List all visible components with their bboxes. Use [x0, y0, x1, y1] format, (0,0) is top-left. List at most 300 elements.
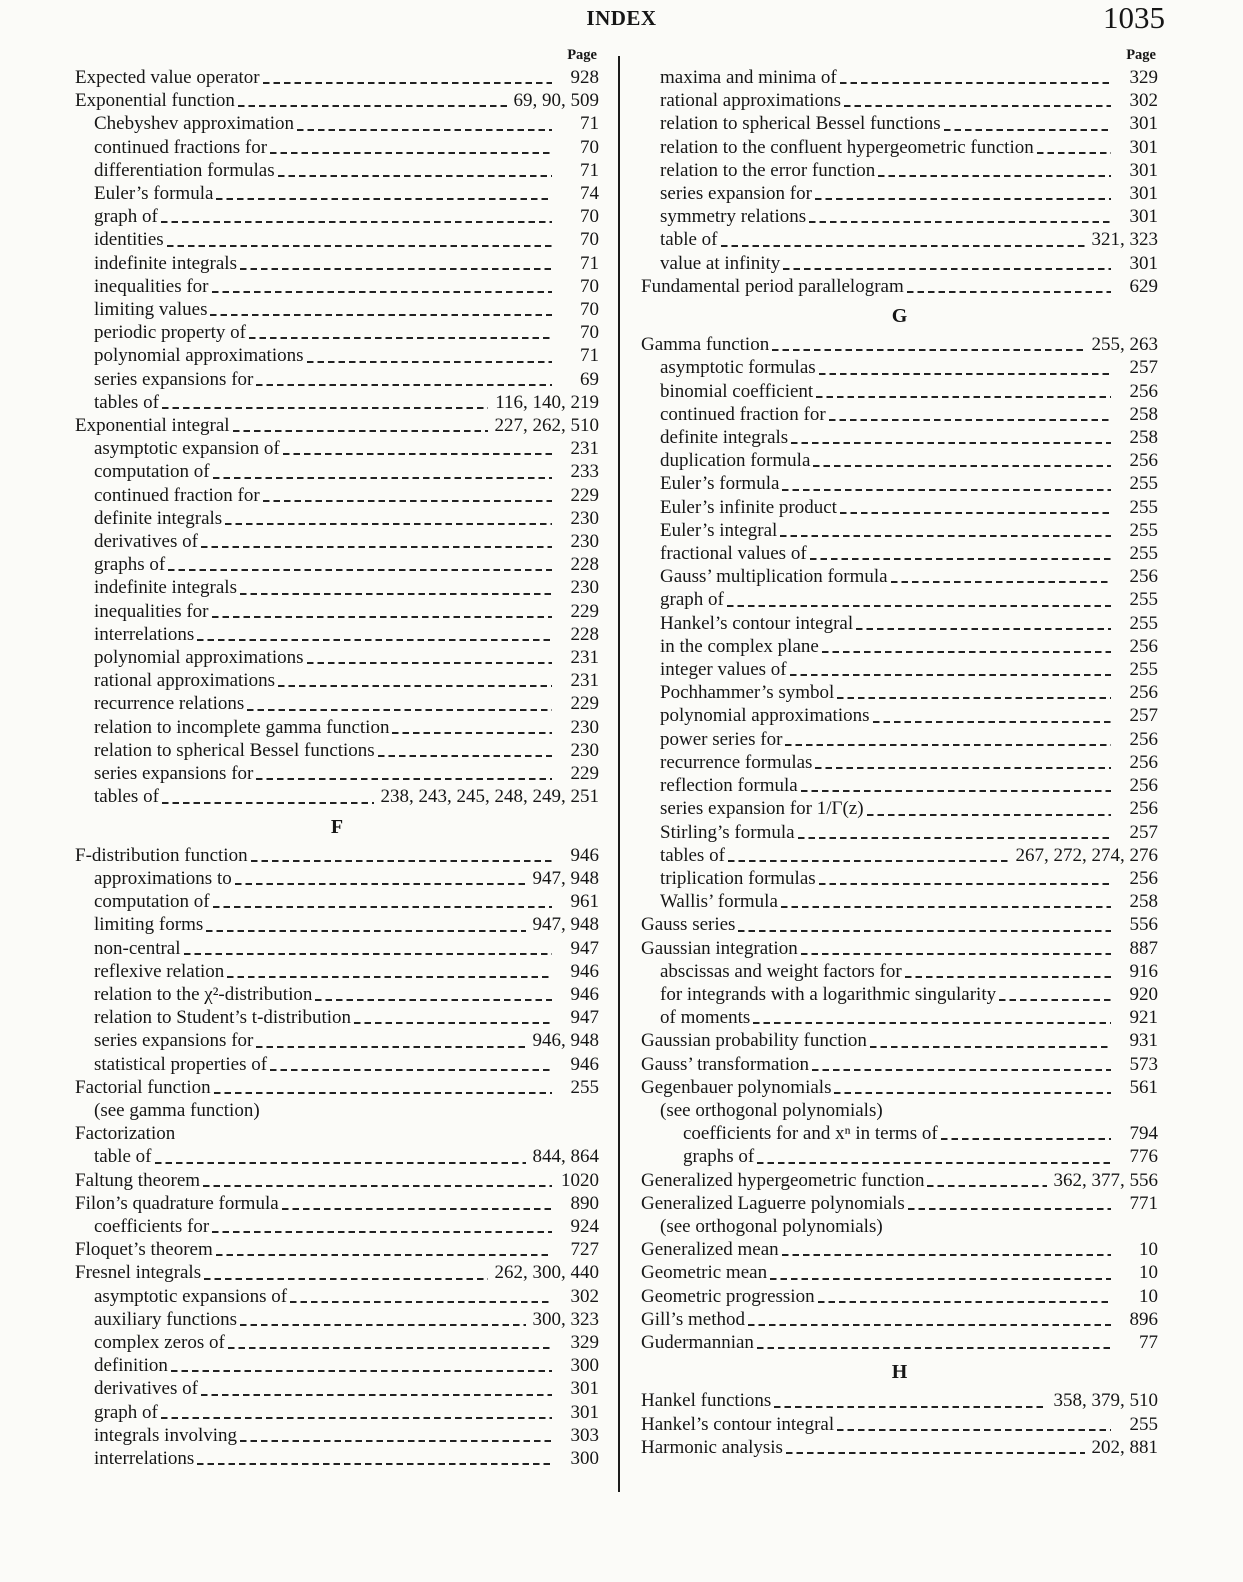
entry-page-numbers: 255 — [1129, 1413, 1158, 1435]
index-entry — [75, 1238, 599, 1261]
dotted-leader — [779, 1238, 1118, 1261]
entry-label: abscissas and weight factors for — [660, 960, 902, 982]
entry-label: series expansions for — [94, 368, 254, 390]
entry-label: graph of — [660, 589, 724, 611]
entry-label: tables of — [94, 391, 159, 413]
entry-label: complex zeros of — [94, 1331, 225, 1353]
dotted-leader — [260, 66, 559, 89]
entry-page-numbers: 301 — [570, 1378, 599, 1400]
index-entry — [75, 1424, 599, 1447]
entry-label: Expected value operator — [75, 67, 260, 88]
index-entry — [641, 821, 1158, 844]
index-entry — [641, 496, 1158, 519]
entry-label: binomial coefficient — [660, 380, 814, 402]
index-entry — [641, 658, 1158, 681]
index-entry — [641, 960, 1158, 983]
dotted-leader — [778, 890, 1118, 913]
entry-label: (see orthogonal polynomials) — [660, 1215, 883, 1237]
dotted-leader — [875, 159, 1118, 182]
index-entry — [641, 275, 1158, 298]
entry-page-numbers: 946 — [570, 960, 599, 982]
section-letter: F — [330, 815, 344, 838]
dotted-leader — [725, 844, 1016, 867]
entry-label: Gamma function — [641, 334, 770, 356]
dotted-leader — [771, 1389, 1053, 1412]
dotted-leader — [837, 66, 1118, 89]
dotted-leader — [807, 542, 1118, 565]
dotted-leader — [237, 576, 559, 599]
entry-page-numbers: 256 — [1129, 867, 1158, 889]
dotted-leader — [938, 1122, 1118, 1145]
dotted-leader — [864, 797, 1118, 820]
dotted-leader — [203, 913, 532, 936]
entry-label: Generalized Laguerre polynomials — [641, 1192, 905, 1214]
entry-page-numbers: 70 — [580, 229, 599, 251]
index-entry — [641, 1053, 1158, 1076]
entry-page-numbers: 946 — [570, 1053, 599, 1075]
entry-page-numbers: 896 — [1129, 1308, 1158, 1330]
entry-page-numbers: 300, 323 — [532, 1308, 599, 1330]
entry-page-numbers: 844, 864 — [532, 1146, 599, 1168]
index-entry — [641, 681, 1158, 704]
index-entry — [75, 1053, 599, 1076]
entry-page-numbers: 256 — [1129, 682, 1158, 704]
entry-page-numbers: 300 — [570, 1355, 599, 1377]
index-entry — [641, 356, 1158, 379]
entry-label: Exponential function — [75, 90, 235, 112]
entry-page-numbers: 267, 272, 274, 276 — [1015, 844, 1158, 866]
dotted-leader — [159, 391, 495, 414]
index-entry — [641, 913, 1158, 936]
index-entry — [641, 542, 1158, 565]
dotted-leader — [267, 136, 559, 159]
dotted-leader — [798, 937, 1118, 960]
dotted-leader — [275, 669, 559, 692]
dotted-leader — [194, 623, 559, 646]
dotted-leader — [798, 774, 1118, 797]
index-entry — [75, 739, 599, 762]
index-entry — [641, 635, 1158, 658]
entry-label: relation to incomplete gamma function — [94, 716, 390, 738]
dotted-leader — [782, 728, 1118, 751]
dotted-leader — [210, 890, 559, 913]
dotted-leader — [237, 252, 559, 275]
entry-page-numbers: 70 — [580, 136, 599, 158]
entry-page-numbers: 301 — [1129, 206, 1158, 228]
entry-label: relation to Student’s t-distribution — [94, 1007, 352, 1029]
entry-label: Euler’s integral — [660, 519, 778, 541]
entry-label: polynomial approximations — [660, 705, 870, 727]
entry-page-numbers: 69 — [580, 368, 599, 390]
index-entry — [641, 867, 1158, 890]
entry-label: Fundamental period parallelogram — [641, 275, 904, 297]
index-entry — [641, 380, 1158, 403]
entry-page-numbers: 255 — [1129, 496, 1158, 518]
entry-label: value at infinity — [660, 252, 781, 274]
index-entry — [641, 1122, 1158, 1145]
entry-page-numbers: 10 — [1139, 1239, 1158, 1261]
dotted-leader — [168, 1354, 559, 1377]
index-entry — [75, 182, 599, 205]
entry-page-numbers: 561 — [1129, 1076, 1158, 1098]
index-entry — [75, 1122, 599, 1145]
index-entry — [75, 205, 599, 228]
entry-page-numbers: 231 — [570, 647, 599, 669]
index-entry — [75, 1447, 599, 1470]
dotted-leader — [870, 704, 1118, 727]
dotted-leader — [244, 692, 559, 715]
dotted-leader — [213, 182, 559, 205]
entry-label: graph of — [94, 206, 158, 228]
entry-page-numbers: 255 — [1129, 543, 1158, 565]
entry-label: relation to spherical Bessel functions — [94, 739, 375, 761]
index-entry — [641, 66, 1158, 89]
entry-label: derivatives of — [94, 1378, 198, 1400]
index-entry — [641, 1145, 1158, 1168]
dotted-leader — [724, 588, 1118, 611]
dotted-leader — [853, 612, 1118, 635]
index-entry — [641, 205, 1158, 228]
entry-page-numbers: 227, 262, 510 — [494, 415, 599, 437]
entry-label: Factorial function — [75, 1076, 211, 1098]
index-entry — [75, 1215, 599, 1238]
index-entry — [75, 600, 599, 623]
index-entry — [75, 66, 599, 89]
entry-page-numbers: 1020 — [561, 1169, 599, 1191]
entry-label: Gill’s method — [641, 1308, 745, 1330]
dotted-leader — [754, 1331, 1118, 1354]
index-entry — [75, 716, 599, 739]
entry-page-numbers: 256 — [1129, 798, 1158, 820]
index-entry — [641, 519, 1158, 542]
entry-label: identities — [94, 229, 164, 251]
index-entry — [75, 252, 599, 275]
entry-page-numbers: 946, 948 — [532, 1030, 599, 1052]
entry-page-numbers: 258 — [1129, 403, 1158, 425]
entry-page-numbers: 947, 948 — [532, 914, 599, 936]
entry-page-numbers: 229 — [570, 484, 599, 506]
dotted-leader — [232, 867, 533, 890]
index-entry — [641, 252, 1158, 275]
index-entry — [641, 1389, 1158, 1412]
entry-label: in the complex plane — [660, 635, 819, 657]
entry-page-numbers: 358, 379, 510 — [1053, 1390, 1158, 1412]
entry-page-numbers: 302 — [1129, 90, 1158, 112]
dotted-leader — [164, 228, 559, 251]
entry-label: (see orthogonal polynomials) — [660, 1099, 883, 1121]
entry-label: recurrence formulas — [660, 751, 813, 773]
index-entry — [75, 484, 599, 507]
entry-page-numbers: 71 — [580, 252, 599, 274]
index-entry — [75, 136, 599, 159]
entry-page-numbers: 946 — [570, 983, 599, 1005]
entry-label: Hankel’s contour integral — [641, 1413, 835, 1435]
entry-label: continued fractions for — [94, 136, 268, 158]
dotted-leader — [841, 89, 1118, 112]
page-column-label: Page — [567, 47, 597, 63]
dotted-leader — [810, 449, 1118, 472]
dotted-leader — [201, 1261, 494, 1284]
dotted-leader — [351, 1006, 559, 1029]
index-column-right — [641, 44, 1158, 1459]
dotted-leader — [788, 426, 1118, 449]
entry-page-numbers: 771 — [1129, 1192, 1158, 1214]
dotted-leader — [312, 983, 559, 1006]
entry-page-numbers: 228 — [570, 554, 599, 576]
dotted-leader — [253, 1029, 532, 1052]
entry-label: symmetry relations — [660, 206, 807, 228]
index-entry — [641, 774, 1158, 797]
index-entry — [641, 704, 1158, 727]
entry-page-numbers: 229 — [570, 693, 599, 715]
entry-label: Geometric progression — [641, 1285, 815, 1307]
entry-label: definite integrals — [94, 507, 223, 529]
dotted-leader — [834, 1413, 1118, 1436]
index-entry — [75, 960, 599, 983]
entry-page-numbers: 229 — [570, 600, 599, 622]
entry-page-numbers: 301 — [570, 1401, 599, 1423]
entry-label: F-distribution function — [75, 844, 248, 866]
dotted-leader — [795, 821, 1118, 844]
entry-label: continued fraction for — [660, 403, 826, 425]
entry-page-numbers: 255 — [570, 1076, 599, 1098]
index-entry — [75, 1261, 599, 1284]
index-entry — [75, 321, 599, 344]
index-entry — [75, 1099, 599, 1122]
entry-page-numbers: 256 — [1129, 751, 1158, 773]
entry-label: relation to spherical Bessel functions — [660, 113, 941, 135]
entry-page-numbers: 257 — [1129, 821, 1158, 843]
entry-page-numbers: 924 — [570, 1215, 599, 1237]
dotted-leader — [200, 1169, 559, 1192]
entry-page-numbers: 230 — [570, 577, 599, 599]
entry-page-numbers: 256 — [1129, 566, 1158, 588]
entry-page-numbers: 301 — [1129, 252, 1158, 274]
entry-page-numbers: 230 — [570, 507, 599, 529]
dotted-leader — [253, 368, 559, 391]
entry-page-numbers: 947, 948 — [532, 867, 599, 889]
entry-page-numbers: 256 — [1129, 728, 1158, 750]
dotted-leader — [207, 298, 559, 321]
entry-label: interrelations — [94, 1447, 195, 1469]
index-entry — [75, 1285, 599, 1308]
index-entry — [641, 565, 1158, 588]
dotted-leader — [209, 1215, 559, 1238]
entry-page-numbers: 233 — [570, 461, 599, 483]
entry-label: asymptotic expansion of — [94, 438, 280, 460]
entry-page-numbers: 257 — [1129, 705, 1158, 727]
index-entry — [75, 414, 599, 437]
index-entry — [641, 1238, 1158, 1261]
entry-label: Harmonic analysis — [641, 1436, 783, 1458]
index-entry — [641, 89, 1158, 112]
dotted-leader — [230, 414, 495, 437]
entry-page-numbers: 727 — [570, 1239, 599, 1261]
entry-page-numbers: 256 — [1129, 635, 1158, 657]
entry-label: continued fraction for — [94, 484, 260, 506]
dotted-leader — [246, 321, 559, 344]
dotted-leader — [905, 1192, 1118, 1215]
dotted-leader — [280, 437, 559, 460]
entry-page-numbers: 920 — [1129, 983, 1158, 1005]
index-entry — [75, 646, 599, 669]
dotted-leader — [806, 205, 1118, 228]
entry-page-numbers: 255, 263 — [1091, 334, 1158, 356]
index-entry — [75, 1076, 599, 1099]
entry-label: rational approximations — [660, 90, 841, 112]
index-entry — [75, 983, 599, 1006]
index-entry — [641, 472, 1158, 495]
entry-page-numbers: 300 — [570, 1447, 599, 1469]
entry-page-numbers: 890 — [570, 1192, 599, 1214]
index-entry — [75, 391, 599, 414]
dotted-leader — [210, 460, 559, 483]
entry-label: table of — [660, 229, 718, 251]
entry-page-numbers: 556 — [1129, 914, 1158, 936]
entry-page-numbers: 961 — [570, 891, 599, 913]
index-entry — [75, 437, 599, 460]
index-column-left — [75, 44, 599, 1470]
index-entry — [641, 751, 1158, 774]
entry-page-numbers: 947 — [570, 937, 599, 959]
entry-page-numbers: 302 — [570, 1285, 599, 1307]
entry-page-numbers: 70 — [580, 322, 599, 344]
entry-page-numbers: 10 — [1139, 1285, 1158, 1307]
entry-label: definition — [94, 1355, 168, 1377]
entry-page-numbers: 202, 881 — [1091, 1436, 1158, 1458]
entry-label: integer values of — [660, 659, 787, 681]
dotted-leader — [181, 937, 559, 960]
index-entry — [75, 507, 599, 530]
entry-page-numbers: 794 — [1129, 1123, 1158, 1145]
entry-page-numbers: 301 — [1129, 136, 1158, 158]
index-entry — [641, 728, 1158, 751]
entry-label: Hankel’s contour integral — [660, 612, 854, 634]
entry-page-numbers: 916 — [1129, 960, 1158, 982]
column-divider — [618, 56, 620, 1492]
index-entry — [641, 1215, 1158, 1238]
index-entry — [75, 762, 599, 785]
entry-page-numbers: 573 — [1129, 1053, 1158, 1075]
entry-page-numbers: 70 — [580, 299, 599, 321]
dotted-leader — [867, 1029, 1118, 1052]
index-entry — [75, 1308, 599, 1331]
entry-label: inequalities for — [94, 600, 209, 622]
dotted-leader — [809, 1053, 1118, 1076]
dotted-leader — [777, 519, 1118, 542]
index-entry — [641, 890, 1158, 913]
index-entry — [641, 1192, 1158, 1215]
entry-label: interrelations — [94, 623, 195, 645]
dotted-leader — [924, 1169, 1053, 1192]
index-entry — [75, 1377, 599, 1400]
index-entry — [641, 612, 1158, 635]
column-rows — [75, 66, 599, 1470]
page-title: INDEX — [586, 6, 657, 30]
dotted-leader — [745, 1308, 1118, 1331]
index-entry — [75, 1029, 599, 1052]
entry-page-numbers: 70 — [580, 206, 599, 228]
dotted-leader — [198, 1377, 559, 1400]
dotted-leader — [783, 1436, 1092, 1459]
entry-label: coefficients for — [94, 1215, 210, 1237]
index-entry — [75, 692, 599, 715]
dotted-leader — [304, 344, 559, 367]
dotted-leader — [287, 1285, 559, 1308]
entry-label: relation to the error function — [660, 159, 876, 181]
entry-label: indefinite integrals — [94, 577, 237, 599]
index-entry — [75, 159, 599, 182]
entry-label: triplication formulas — [660, 867, 816, 889]
entry-page-numbers: 255 — [1129, 519, 1158, 541]
page-column-label: Page — [1126, 47, 1156, 63]
entry-page-numbers: 928 — [570, 67, 599, 88]
dotted-leader — [235, 89, 514, 112]
index-entry — [641, 1261, 1158, 1284]
entry-label: reflection formula — [660, 775, 798, 797]
index-entry — [75, 1145, 599, 1168]
index-entry — [75, 298, 599, 321]
index-entry — [75, 576, 599, 599]
index-entry — [75, 89, 599, 112]
entry-page-numbers: 946 — [570, 844, 599, 866]
entry-page-numbers: 303 — [570, 1424, 599, 1446]
dotted-leader — [253, 762, 559, 785]
entry-page-numbers: 77 — [1139, 1331, 1158, 1353]
entry-label: series expansions for — [94, 763, 254, 785]
dotted-leader — [888, 565, 1118, 588]
dotted-leader — [159, 785, 381, 808]
entry-page-numbers: 362, 377, 556 — [1053, 1169, 1158, 1191]
dotted-leader — [213, 1238, 559, 1261]
entry-label: Gauss’ multiplication formula — [660, 566, 888, 588]
entry-label: for integrands with a logarithmic singularity — [660, 983, 997, 1005]
entry-page-numbers: 116, 140, 219 — [495, 391, 599, 413]
dotted-leader — [780, 252, 1118, 275]
entry-label: differentiation formulas — [94, 159, 275, 181]
dotted-leader — [750, 1006, 1118, 1029]
dotted-leader — [812, 182, 1118, 205]
entry-label: series expansion for 1/Γ(z) — [660, 798, 864, 820]
entry-label: Euler’s formula — [660, 473, 780, 495]
index-entry — [75, 937, 599, 960]
entry-page-numbers: 321, 323 — [1091, 229, 1158, 251]
folio-number: 1035 — [1103, 0, 1165, 35]
entry-page-numbers: 70 — [580, 275, 599, 297]
entry-label: derivatives of — [94, 531, 198, 553]
dotted-leader — [237, 1424, 559, 1447]
entry-label: Gegenbauer polynomials — [641, 1076, 832, 1098]
entry-label: Chebyshev approximation — [94, 113, 294, 135]
entry-label: series expansions for — [94, 1030, 254, 1052]
entry-label: asymptotic expansions of — [94, 1285, 288, 1307]
entry-label: graphs of — [683, 1146, 755, 1168]
entry-label: series expansion for — [660, 183, 812, 205]
entry-page-numbers: 255 — [1129, 589, 1158, 611]
entry-label: Stirling’s formula — [660, 821, 795, 843]
entry-label: inequalities for — [94, 275, 209, 297]
index-entry — [641, 1331, 1158, 1354]
index-entry — [75, 1192, 599, 1215]
entry-page-numbers: 256 — [1129, 450, 1158, 472]
dotted-leader — [198, 530, 559, 553]
index-entry — [641, 1413, 1158, 1436]
index-entry — [75, 112, 599, 135]
entry-label: periodic property of — [94, 322, 246, 344]
dotted-leader — [815, 1285, 1118, 1308]
entry-label: Wallis’ formula — [660, 891, 778, 913]
dotted-leader — [304, 646, 559, 669]
